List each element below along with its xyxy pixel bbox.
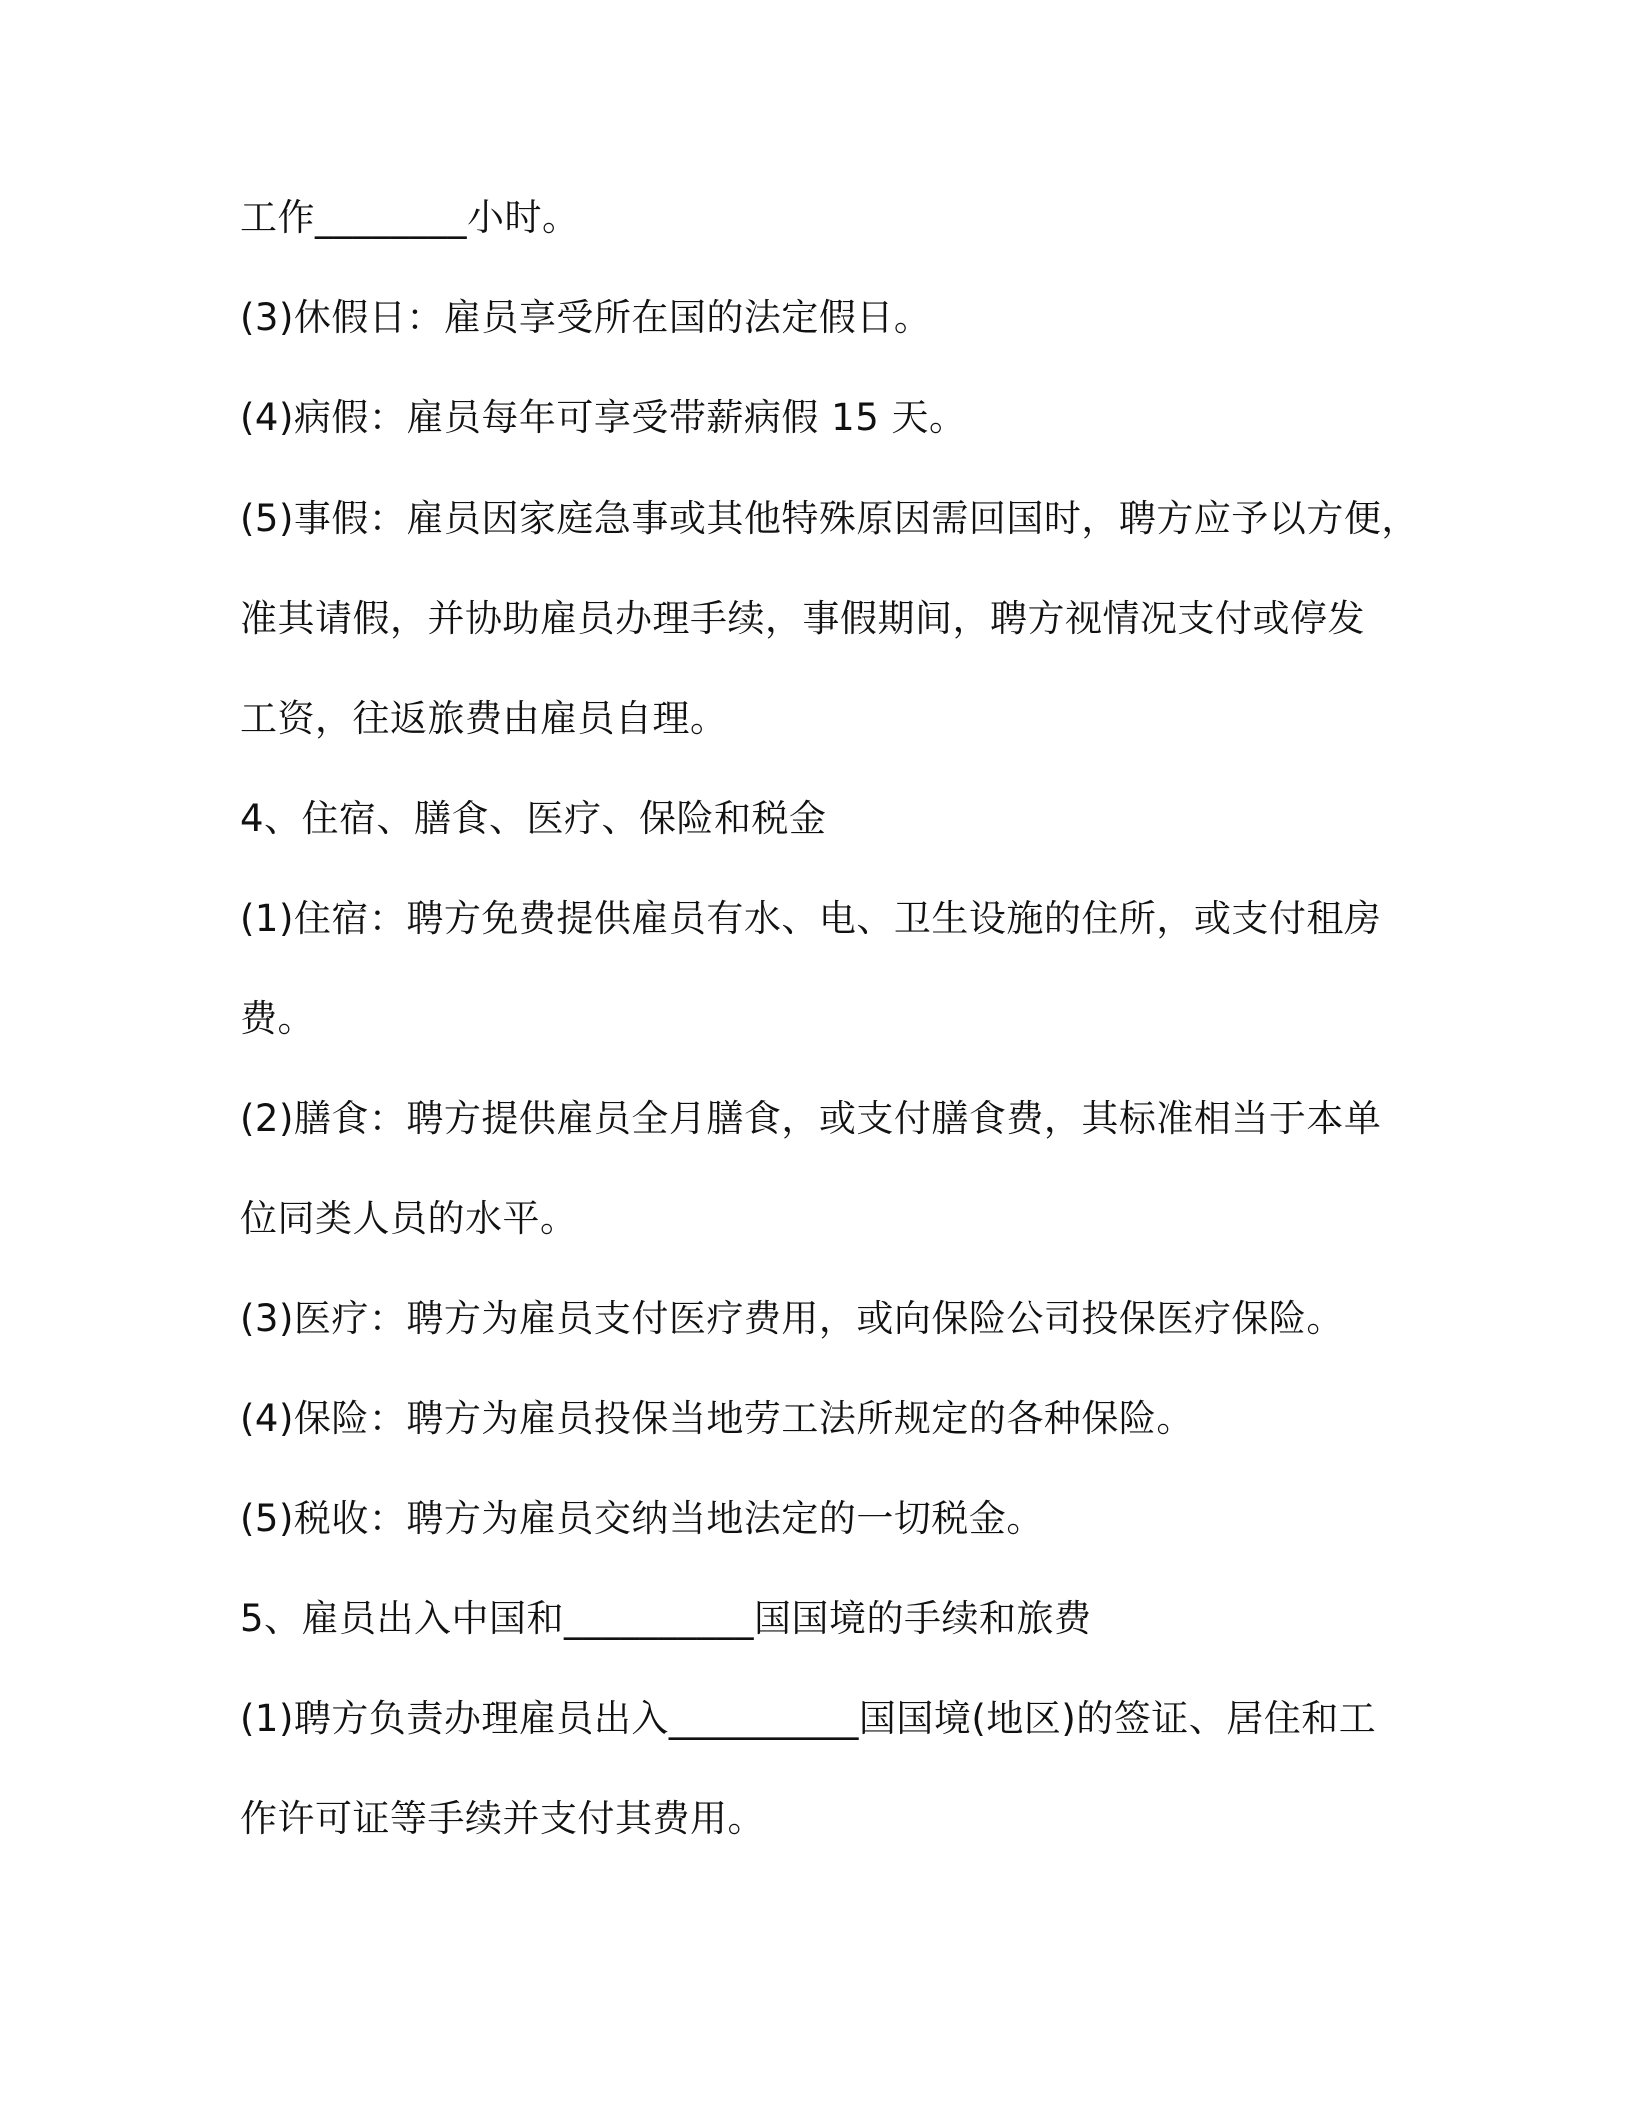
text-line-17: 作许可证等手续并支付其费用。 xyxy=(240,1797,765,1840)
text-line-6: 工资，往返旅费由雇员自理。 xyxy=(240,697,728,740)
text-line-8: (1)住宿：聘方免费提供雇员有水、电、卫生设施的住所，或支付租房 xyxy=(240,897,1382,940)
section-heading-4: 4、住宿、膳食、医疗、保险和税金 xyxy=(240,797,827,840)
text-line-10: (2)膳食：聘方提供雇员全月膳食，或支付膳食费，其标准相当于本单 xyxy=(240,1097,1382,1140)
text-line-16: (1)聘方负责办理雇员出入__________国国境(地区)的签证、居住和工 xyxy=(240,1697,1377,1740)
section-heading-5: 5、雇员出入中国和__________国国境的手续和旅费 xyxy=(240,1597,1092,1640)
text-line-1: 工作________小时。 xyxy=(240,196,580,239)
text-line-9: 费。 xyxy=(240,997,315,1040)
text-line-5: 准其请假，并协助雇员办理手续，事假期间，聘方视情况支付或停发 xyxy=(240,597,1365,640)
text-line-13: (4)保险：聘方为雇员投保当地劳工法所规定的各种保险。 xyxy=(240,1397,1194,1440)
text-line-14: (5)税收：聘方为雇员交纳当地法定的一切税金。 xyxy=(240,1497,1044,1540)
text-line-3: (4)病假：雇员每年可享受带薪病假 15 天。 xyxy=(240,396,967,439)
text-line-2: (3)休假日：雇员享受所在国的法定假日。 xyxy=(240,296,932,339)
text-line-4: (5)事假：雇员因家庭急事或其他特殊原因需回国时，聘方应予以方便， xyxy=(240,497,1419,540)
text-line-11: 位同类人员的水平。 xyxy=(240,1197,578,1240)
text-line-12: (3)医疗：聘方为雇员支付医疗费用，或向保险公司投保医疗保险。 xyxy=(240,1297,1344,1340)
